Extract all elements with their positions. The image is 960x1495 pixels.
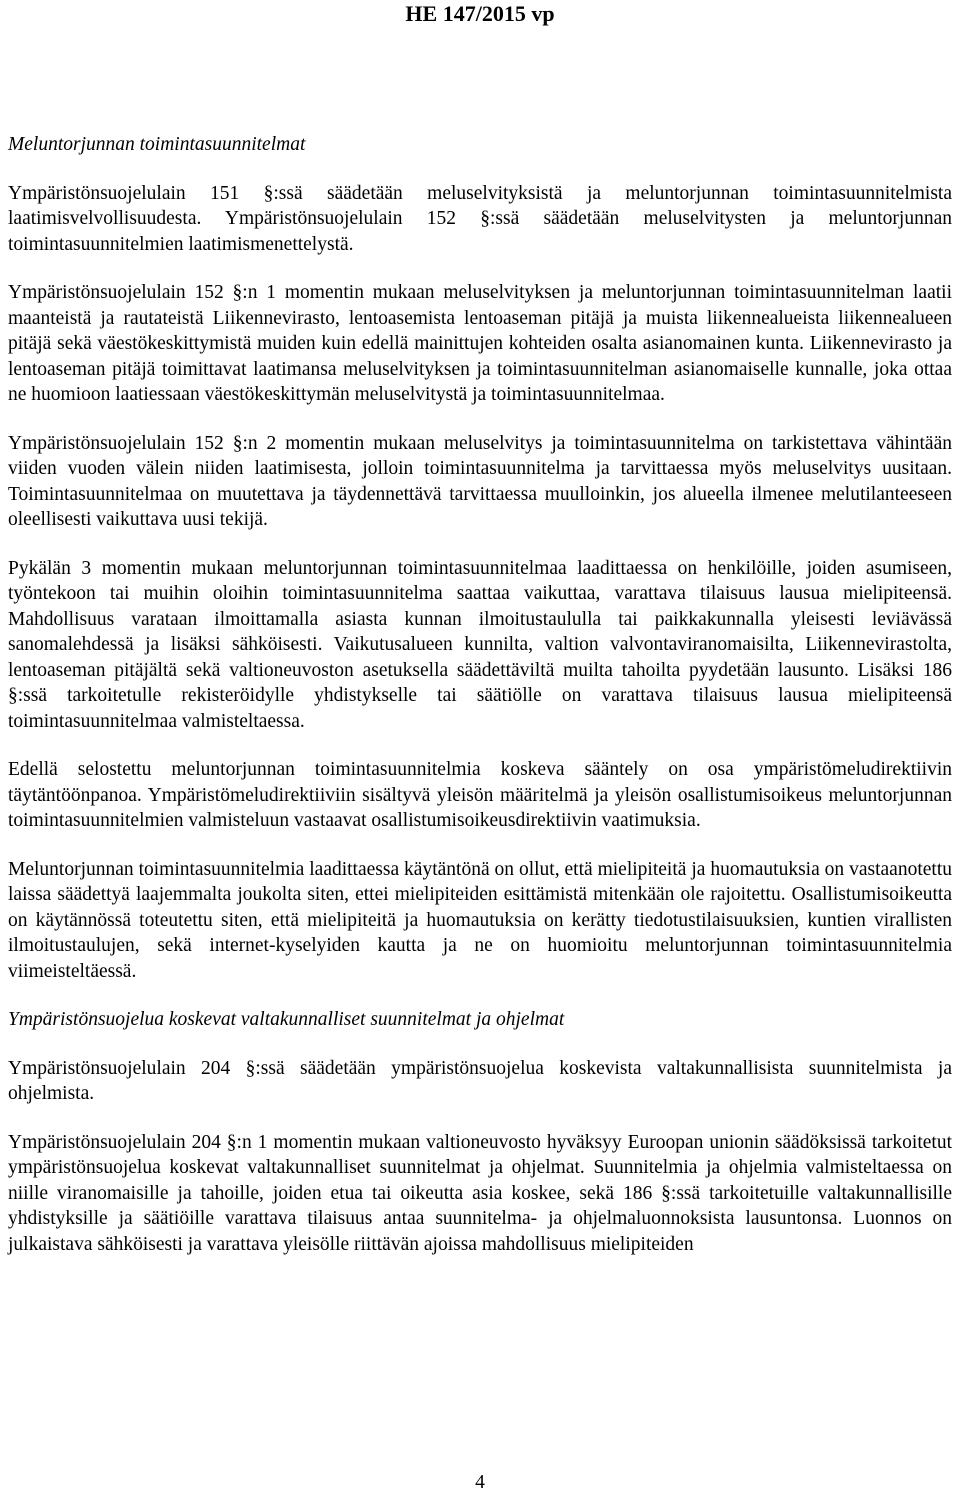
paragraph: Ympäristönsuojelulain 151 §:ssä säädetään meluselvityksistä ja meluntorjunnan toimintasuunnitelmista laatimisvelvollisuudesta. Ympäristönsuojelulain 152 §:ssä säädetään meluselvitysten ja meluntorjunnan toimintasuunnitelmien laatimismenettelystä. — [8, 182, 952, 255]
paragraph: Pykälän 3 momentin mukaan meluntorjunnan toimintasuunnitelmaa laadittaessa on henkilöille, joiden asumiseen, työntekoon tai muihin oloihin toimintasuunnitelma saattaa vaikuttaa, varattava tilaisuus lausua mielipiteensä. Mahdollisuus varataan ilmoittamalla asiasta kunnan ilmoitustaululla tai paikkakunnalla yleisesti leviävässä sanomalehdessä ja lisäksi sähköisesti. Vaikutusalueen kunnilta, valtion valvontaviranomaisilta, Liikennevirastolta, lentoaseman pitäjältä sekä valtioneuvoston asetuksella säädettäviltä muilta tahoilta pyydetään lausunto. Lisäksi 186 §:ssä tarkoitetulle rekisteröidylle yhdistykselle tai säätiölle on varattava tilaisuus lausua mielipiteensä toimintasuunnitelmaa valmisteltaessa. — [8, 557, 952, 732]
paragraph: Ympäristönsuojelulain 204 §:n 1 momentin mukaan valtioneuvosto hyväksyy Euroopan unionin säädöksissä tarkoitetut ympäristönsuojelua koskevat valtakunnalliset suunnitelmat ja ohjelmat. Suunnitelmia ja ohjelmia valmisteltaessa on niille viranomaisille ja tahoille, joiden etua tai oikeutta asia koskee, sekä 186 §:ssä tarkoitetuille valtakunnallisille yhdistyksille ja säätiöille varattava tilaisuus antaa suunnitelma- ja ohjelmaluonnoksista lausuntonsa. Luonnos on julkaistava sähköisesti ja varattava yleisölle riittävän ajoissa mahdollisuus mielipiteiden — [8, 1131, 952, 1255]
page-number: 4 — [475, 1472, 485, 1493]
paragraph: Edellä selostettu meluntorjunnan toimintasuunnitelmia koskeva sääntely on osa ympäristömeludirektiivin täytäntöönpanoa. Ympäristömeludirektiiviin sisältyvä yleisön määritelmä ja yleisön osallistumisoikeus meluntorjunnan toimintasuunnitelmien valmisteluun vastaavat osallistumisoikeusdirektiivin vaatimuksia. — [8, 759, 952, 831]
document-body — [8, 132, 952, 1280]
paragraph: Ympäristönsuojelulain 204 §:ssä säädetään ympäristönsuojelua koskevista valtakunnallisista suunnitelmista ja ohjelmista. — [8, 1057, 952, 1104]
paragraph: Meluntorjunnan toimintasuunnitelmia laadittaessa käytäntönä on ollut, että mielipiteitä ja huomautuksia on vastaanotettu laissa säädettyä laajemmalta joukolta siten, ettei mielipiteiden esittämistä mitenkään ole rajoitettu. Osallistumisoikeutta on käytännössä toteutettu siten, että mielipiteitä ja huomautuksia on kerätty tiedotustilaisuuksien, kuntien virallisten ilmoitustaulujen, sekä internet-kyselyiden kautta ja ne on huomioitu meluntorjunnan toimintasuunnitelmia viimeisteltäessä. — [8, 858, 952, 982]
document-header: HE 147/2015 vp — [405, 1, 555, 26]
section-heading: Meluntorjunnan toimintasuunnitelmat — [8, 134, 306, 155]
section-national-plans — [8, 1007, 952, 1257]
section-noise-plans — [8, 132, 952, 984]
paragraph: Ympäristönsuojelulain 152 §:n 2 momentin mukaan meluselvitys ja toimintasuunnitelma on tarkistettava vähintään viiden vuoden välein niiden laatimisesta, jolloin toimintasuunnitelma ja tarvittaessa myös meluselvitys uusitaan. Toimintasuunnitelmaa on muutettava ja täydennettävä tarvittaessa muulloinkin, jos alueella ilmenee melutilanteeseen oleellisesti vaikuttava uusi tekijä. — [8, 432, 952, 530]
section-heading: Ympäristönsuojelua koskevat valtakunnalliset suunnitelmat ja ohjelmat — [8, 1009, 565, 1030]
paragraph: Ympäristönsuojelulain 152 §:n 1 momentin mukaan meluselvityksen ja meluntorjunnan toimintasuunnitelman laatii maanteistä ja rautateistä Liikennevirasto, lentoasemista lentoaseman pitäjä ja muista liikennealueista liikennealueen pitäjä sekä väestökeskittymistä muiden kuin edellä mainittujen kohteiden osalta asianomainen kunta. Liikennevirasto ja lentoaseman pitäjä toimittavat laatimansa meluselvityksen ja toimintasuunnitelman asianomaiselle kunnalle, joka ottaa ne huomioon laatiessaan väestökeskittymän meluselvitystä ja toimintasuunnitelmaa. — [8, 282, 952, 405]
